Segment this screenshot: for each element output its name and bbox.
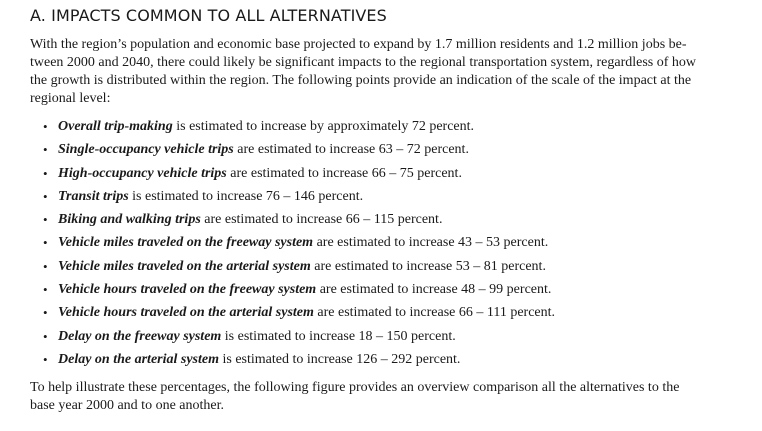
bullet-text: are estimated to increase 53 – 81 percent.: [310, 258, 546, 274]
bullet-icon: •: [43, 328, 48, 344]
bullet-text: is estimated to increase 126 – 292 percent.: [219, 351, 461, 367]
bullet-icon: •: [43, 351, 48, 367]
bullet-text: is estimated to increase 18 – 150 percent.: [221, 328, 456, 344]
bullet-item: [30, 325, 555, 348]
bullet-term: Vehicle miles traveled on the arterial system: [58, 258, 311, 274]
intro-line: With the region’s population and economic base projected to expand by 1.7 million residents and 1.2 million jobs be-: [30, 37, 687, 52]
bullet-term: Single-occupancy vehicle trips: [58, 142, 234, 158]
bullet-item: [30, 138, 555, 161]
bullet-term: Overall trip-making: [58, 119, 173, 134]
impact-bullet-list: [30, 115, 555, 371]
closing-paragraph: [30, 379, 736, 415]
bullet-icon: •: [43, 119, 48, 134]
bullet-item: [30, 231, 555, 254]
closing-line: base year 2000 and to one another.: [30, 398, 224, 413]
bullet-item: [30, 278, 555, 301]
bullet-text: are estimated to increase 66 – 75 percent.: [226, 165, 462, 181]
intro-line: the growth is distributed within the region. The following points provide an indication of the scale of the impact at the: [30, 73, 692, 88]
bullet-icon: •: [43, 282, 48, 298]
bullet-term: Delay on the freeway system: [58, 328, 222, 344]
intro-line: regional level:: [30, 91, 111, 106]
bullet-term: Vehicle hours traveled on the freeway system: [58, 282, 317, 298]
section-heading: A. IMPACTS COMMON TO ALL ALTERNATIVES: [30, 6, 387, 25]
bullet-text: is estimated to increase 76 – 146 percent.: [128, 188, 364, 204]
bullet-text: are estimated to increase 48 – 99 percent.: [316, 282, 552, 298]
intro-paragraph: [30, 36, 736, 108]
bullet-term: Biking and walking trips: [58, 212, 201, 228]
bullet-icon: •: [43, 188, 48, 204]
closing-line: To help illustrate these percentages, the following figure provides an overview comparison all the alternatives to the: [30, 380, 680, 395]
bullet-icon: •: [43, 258, 48, 274]
bullet-icon: •: [43, 142, 48, 158]
bullet-term: High-occupancy vehicle trips: [58, 165, 227, 181]
bullet-item: [30, 185, 555, 208]
bullet-item: [30, 301, 555, 324]
bullet-icon: •: [43, 235, 48, 251]
bullet-icon: •: [43, 212, 48, 228]
bullet-term: Delay on the arterial system: [58, 351, 219, 367]
intro-line: tween 2000 and 2040, there could likely be significant impacts to the regional transportation system, regardless of how: [30, 55, 696, 70]
bullet-text: is estimated to increase by approximately 72 percent.: [172, 119, 475, 134]
bullet-term: Vehicle miles traveled on the freeway system: [58, 235, 314, 251]
bullet-icon: •: [43, 165, 48, 181]
bullet-item: [30, 162, 555, 185]
bullet-item: [30, 348, 555, 371]
bullet-text: are estimated to increase 66 – 115 percent.: [200, 212, 443, 228]
bullet-text: are estimated to increase 43 – 53 percent.: [313, 235, 549, 251]
bullet-term: Transit trips: [58, 188, 129, 204]
bullet-item: [30, 255, 555, 278]
bullet-term: Vehicle hours traveled on the arterial system: [58, 305, 314, 321]
bullet-item: [30, 115, 555, 138]
bullet-text: are estimated to increase 66 – 111 percent.: [313, 305, 556, 321]
bullet-text: are estimated to increase 63 – 72 percent.: [233, 142, 469, 158]
bullet-icon: •: [43, 305, 48, 321]
bullet-item: [30, 208, 555, 231]
